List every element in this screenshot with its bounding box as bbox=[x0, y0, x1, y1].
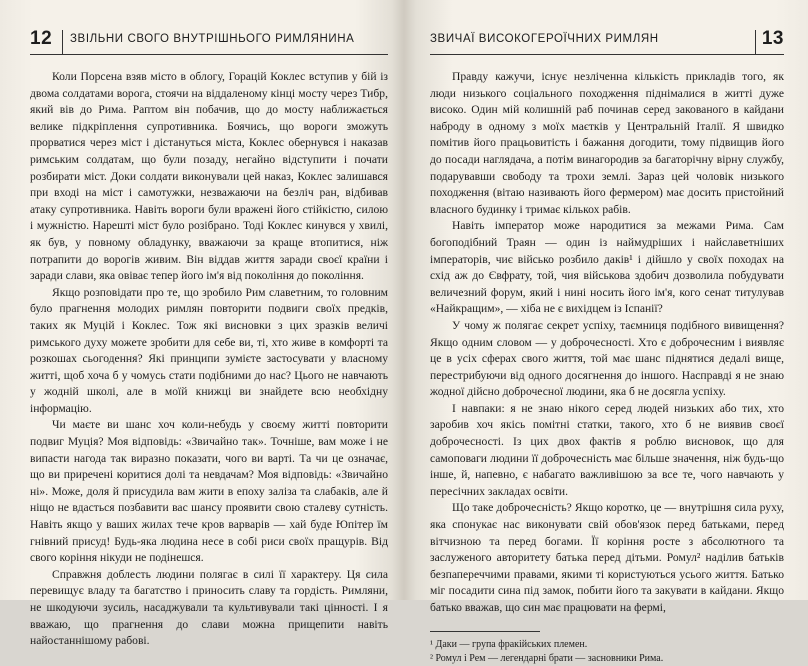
footnote: ² Ромул і Рем — легендарні брати — засновники Рима. bbox=[430, 652, 664, 664]
paragraph: І навпаки: я не знаю нікого серед людей низьких або тих, хто заробив хоч якісь помітні статки, такого, хто б не виявив своєї доброчесності. Із цих двох фактів я роблю висновок, що для самоповаги людини її доброчесність має більше значення, ніж будь-що інше, й, напевно, є набагато важливішою за все те, чого навчають у пересічних закладах освіти. bbox=[430, 401, 784, 498]
right-page-header bbox=[430, 30, 784, 55]
running-title: ЗВИЧАЇ ВИСОКОГЕРОЇЧНИХ РИМЛЯН bbox=[430, 33, 659, 45]
left-page bbox=[0, 0, 404, 648]
footnote: ¹ Даки — група фракійських племен. bbox=[430, 638, 588, 650]
right-page bbox=[404, 0, 808, 664]
right-page-body bbox=[430, 69, 784, 617]
paragraph: Правду кажучи, існує незліченна кількість прикладів того, як люди низького соціального походження піднімалися в житті дуже високо. Один мій колишній раб починав серед закованого в кайдани наброду в одному з моїх маєтків у Центральній Італії. Я швидко помітив його працьовитість і бажання догодити, тому підвищив його до посади наглядача, а потім винагородив за багаторічну вірну службу, подарувавши свободу та трохи землі. Зараз цей чоловік низького походження (вітаю називають його фермером) має досить пристойний власного будинку і тримає кількох рабів. bbox=[430, 70, 784, 216]
header-divider bbox=[62, 30, 63, 54]
running-title: ЗВІЛЬНИ СВОГО ВНУТРІШНЬОГО РИМЛЯНИНА bbox=[70, 33, 355, 45]
footnote-divider bbox=[430, 631, 540, 632]
left-page-header bbox=[30, 30, 388, 55]
page-number: 12 bbox=[30, 28, 53, 49]
paragraph: У чому ж полягає секрет успіху, таємниця подібного вивищення? Якщо одним словом — у доброчесності. Хто є доброчесним і виявляє це в усіх сферах свого життя, той має шанс піднятися дедалі вище, перестрибуючи від одного досягнення до іншого. Насправді я не знаю жодної дійсно доброчесної людини, яка б не досягла успіху. bbox=[430, 318, 784, 399]
footnotes bbox=[430, 638, 784, 666]
page-number: 13 bbox=[761, 28, 784, 49]
paragraph: Справжня доблесть людини полягає в силі її характеру. Ця сила перевищує владу та багатство і приносить славу та гордість. Римляни, не шкодуючи зусиль, насаджували та культивували такі цінності. І я вважаю, що прагнення до слави можна прищепити навіть найостаннішому рабові. bbox=[30, 567, 388, 648]
paragraph: Якщо розповідати про те, що зробило Рим славетним, то головним було прагнення молодих римлян повторити подвиги своїх предків, таких як Муцій і Коклес. Тож які висновки з цих зразків величі римського духу можете зробити для себе ви, ті, хто живе в комфорті та розкошах сьогодення? Які принципи зумієте застосувати у власному житті, щоб хоча б у чомусь стати подібними до нас? Цього не навчають у жодній школі, але в моїй книжці ви знайдете всю необхідну інформацію. bbox=[30, 285, 388, 415]
paragraph: Чи маєте ви шанс хоч коли-небудь у своєму житті повторити подвиг Муція? Моя відповідь: «Звичайно так». Точніше, вам може і не випасти нагода так виразно показати, чого ви варті. Та чи це означає, що ви приречені коритися долі та невдачам? Моя відповідь: «Звичайно ні». Може, доля й присудила вам жити в епоху заліза та слабаків, але й ніщо не вдасться позбавити вас шансу проявити свою сталеву сутність. Навіть якщо у ваших жилах тече кров варварів — хай буде Юпітер їм гнівний присуд! Будь-яка людина несе в собі риси своїх пращурів. Від свого коріння нікуди не подінешся. bbox=[30, 418, 388, 565]
header-divider bbox=[755, 30, 756, 54]
paragraph: Що таке доброчесність? Якщо коротко, це — внутрішня сила руху, яка спонукає нас виконувати свій обов'язок перед батьками, перед вітчизною та перед богами. Її коріння росте з абсолютного та заслуженого авторитету батька перед дітьми. Ромул² наділив батьків безпапереччими правами, якими ті користуються усього життя. Батько міг посадити сина під замок, побити його та закувати в кайдани. Якщо батько вважав, що син має працювати на фермі, bbox=[430, 501, 784, 614]
paragraph: Навіть імператор може народитися за межами Рима. Сам богоподібний Траян — один із наймудріших і найславетніших імператорів, чиє військо розбило даків¹ і дійшло у своїх походах на схід аж до Євфрату, той, чия військова здобич дозволила побудувати величезний форум, який і нині носить його ім'я, кого сенат титулував «Найкращим», — хіба не є вихідцем із Іспанії? bbox=[430, 219, 784, 316]
paragraph: Коли Порсена взяв місто в облогу, Горацій Коклес вступив у бій із двома солдатами ворога, стоячи на віддаленому кінці мосту через Тибр, який вів до Рима. Раптом він побачив, що до мосту наближається велике підкріплення супротивника. Боячись, що вороги зможуть прорватися через міст і дістануться міста, Коклес обернувся і наказав римським солдатам, що були позаду, негайно відступити і почати розбирати міст. Доки солдати виконували цей наказ, Коклес залишався при вході на міст і самотужки, незважаючи на безліч ран, відбивав атаку супротивника. Навіть вороги були вражені його стійкістю, силою і мужністю. Нарешті міст було розібрано. Тоді Коклес кинувся у хвилі, як був, у повному обладунку, вважаючи за краще втопитися, ніж потрапити до ворогів живим. Він віддав життя заради своєї країни і заради слави, яка овіває тепер його ім'я від покоління до покоління. bbox=[30, 70, 388, 283]
left-page-body bbox=[30, 69, 388, 650]
